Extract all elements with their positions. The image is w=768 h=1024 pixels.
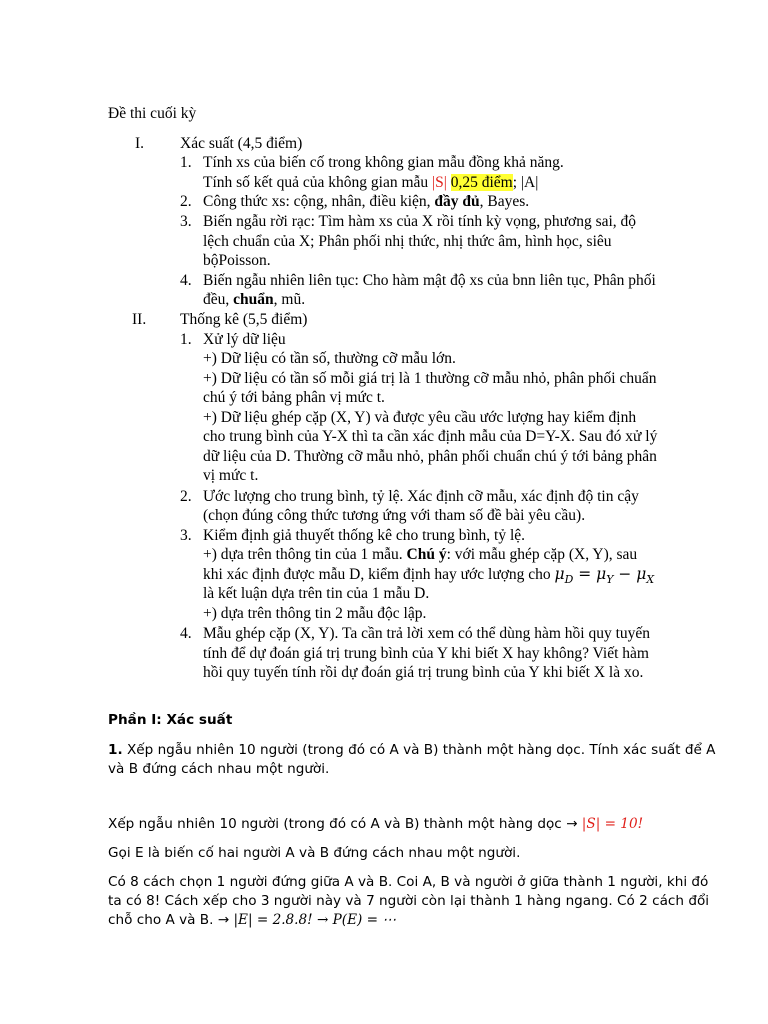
item-text: cho trung bình của Y-X thì ta cần xác định mẫu của D=Y-X. Sau đó xử lý xyxy=(203,428,658,445)
bold-text: đầy đủ xyxy=(434,193,480,210)
text-run: Công thức xs: cộng, nhân, điều kiện, xyxy=(203,193,435,210)
text-run: : với mẫu ghép cặp (X, Y), sau xyxy=(446,546,638,563)
item-number: 4. xyxy=(180,625,192,642)
solution-line: Gọi E là biến cố hai người A và B đứng cách nhau một người. xyxy=(108,845,521,861)
item-number: 2. xyxy=(180,193,192,210)
item-text: vị mức t. xyxy=(203,467,259,484)
item-text: Kiểm định giả thuyết thống kê cho trung bình, tỷ lệ. xyxy=(203,527,526,544)
item-text: Ước lượng cho trung bình, tỷ lệ. Xác định cỡ mẫu, xác định độ tin cậy xyxy=(203,488,639,505)
item-text: (chọn đúng công thức tương ứng với tham số đề bài yêu cầu). xyxy=(203,507,586,524)
item-text: +) Dữ liệu có tần số mỗi giá trị là 1 thường cỡ mẫu nhỏ, phân phối chuẩn xyxy=(203,370,657,387)
item-text xyxy=(203,192,529,212)
section-heading: Xác suất (4,5 điểm) xyxy=(180,135,303,152)
item-text: +) dựa trên thông tin 2 mẫu độc lập. xyxy=(203,605,427,622)
bold-text: Chú ý xyxy=(406,546,447,563)
text-run: khi xác định được mẫu D, kiểm định hay ước lượng cho xyxy=(203,566,555,583)
item-text: chú ý tới bảng phân vị mức t. xyxy=(203,389,385,406)
item-number: 2. xyxy=(180,488,192,505)
section-numeral: II. xyxy=(132,311,147,328)
question-text: Xếp ngẫu nhiên 10 người (trong đó có A và B) thành một hàng dọc. Tính xác suất để A xyxy=(122,742,716,758)
item-number: 3. xyxy=(180,213,192,230)
item-text: tính để dự đoán giá trị trung bình của Y khi biết X hay không? Viết hàm xyxy=(203,645,649,662)
math-formula: $\mu_D = \mu_Y - \mu_X$ xyxy=(554,565,655,587)
math-formula: P(E) = ⋯ xyxy=(332,912,396,928)
item-number: 1. xyxy=(180,331,192,348)
text-run: chỗ cho A và B. → xyxy=(108,912,234,928)
item-text: Biến ngẫu rời rạc: Tìm hàm xs của X rồi tính kỳ vọng, phương sai, độ xyxy=(203,213,637,230)
item-text: hồi quy tuyến tính rồi dự đoán giá trị trung bình của Y khi biết X là xo. xyxy=(203,664,644,681)
section-numeral: I. xyxy=(135,135,145,152)
text-run: đều, xyxy=(203,291,234,308)
section-heading: Thống kê (5,5 điểm) xyxy=(180,311,308,328)
text-run: , mũ. xyxy=(273,291,306,308)
item-number: 4. xyxy=(180,272,192,289)
item-text: lệch chuẩn của X; Phân phối nhị thức, nhị thức âm, hình học, siêu xyxy=(203,233,612,250)
item-number: 1. xyxy=(180,154,192,171)
question-line: và B đứng cách nhau một người. xyxy=(108,761,330,777)
text-run: +) dựa trên thông tin của 1 mẫu. xyxy=(203,546,407,563)
item-text xyxy=(203,290,305,310)
item-text: Mẫu ghép cặp (X, Y). Ta cần trả lời xem có thể dùng hàm hồi quy tuyến xyxy=(203,625,651,642)
document-title: Đề thi cuối kỳ xyxy=(108,105,197,122)
item-text: Xử lý dữ liệu xyxy=(203,331,286,348)
text-run: ; |A| xyxy=(512,174,539,191)
item-text: Tính xs của biến cố trong không gian mẫu đồng khả năng. xyxy=(203,154,564,171)
solution-line: Có 8 cách chọn 1 người đứng giữa A và B. Coi A, B và người ở giữa thành 1 người, khi đó xyxy=(108,874,709,890)
solution-line xyxy=(108,814,643,834)
text-run: Xếp ngẫu nhiên 10 người (trong đó có A và B) thành một hàng dọc → xyxy=(108,816,582,832)
solution-line xyxy=(108,910,396,930)
math-formula: |E| = 2.8.8! → xyxy=(233,912,333,928)
sample-space-notation: |S| xyxy=(432,174,447,191)
item-text: dữ liệu của D. Thường cỡ mẫu nhỏ, phân phối chuẩn chú ý tới bảng phân xyxy=(203,448,657,465)
item-text: +) Dữ liệu ghép cặp (X, Y) và được yêu cầu ước lượng hay kiểm định xyxy=(203,409,637,426)
item-text: Biến ngẫu nhiên liên tục: Cho hàm mật độ xs của bnn liên tục, Phân phối xyxy=(203,272,656,289)
item-text xyxy=(203,545,637,565)
part-heading: Phần I: Xác suất xyxy=(108,712,233,728)
text-run: , Bayes. xyxy=(479,193,530,210)
item-text: là kết luận dựa trên tin của 1 mẫu D. xyxy=(203,585,430,602)
highlighted-points: 0,25 điểm xyxy=(450,174,513,191)
question-number: 1. xyxy=(108,742,123,758)
item-text xyxy=(203,173,538,193)
math-formula: |S| = 10! xyxy=(581,816,644,832)
bold-text: chuẩn xyxy=(233,291,274,308)
solution-line: ta có 8! Cách xếp cho 3 người này và 7 người còn lại thành 1 hàng ngang. Có 2 cách đổi xyxy=(108,893,710,909)
item-text: bộPoisson. xyxy=(203,252,271,269)
text-run: Tính số kết quả của không gian mẫu xyxy=(203,174,433,191)
item-text: +) Dữ liệu có tần số, thường cỡ mẫu lớn. xyxy=(203,350,456,367)
item-number: 3. xyxy=(180,527,192,544)
question-line xyxy=(108,740,715,760)
